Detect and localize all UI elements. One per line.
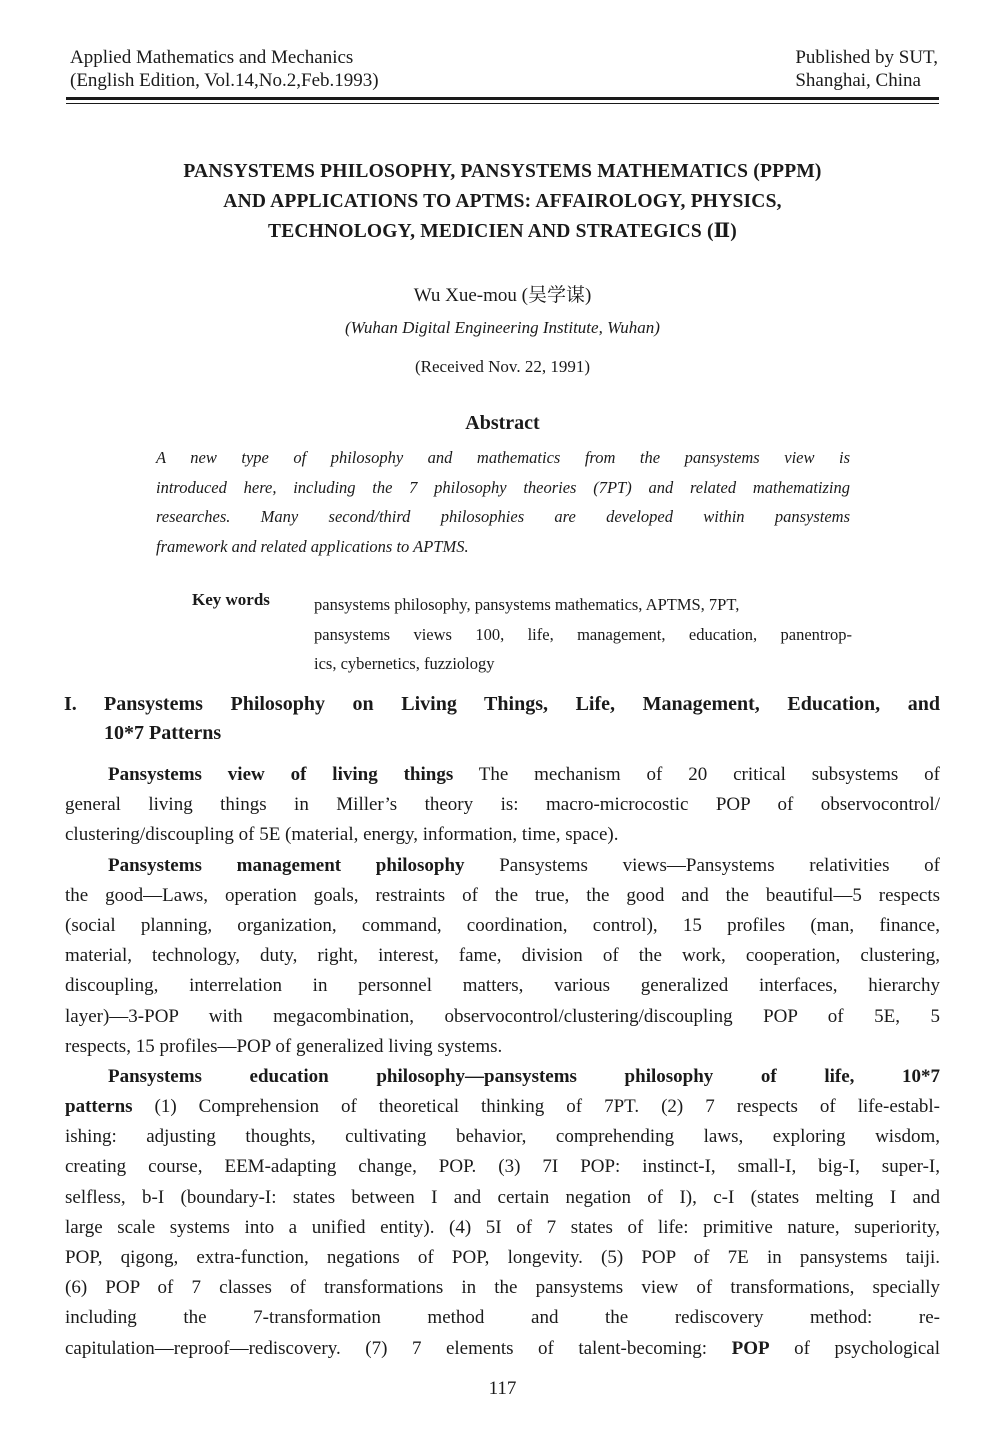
section-title — [104, 690, 940, 748]
publisher-location: Shanghai, China — [795, 70, 921, 91]
author-name: Wu Xue-mou (吴学谋) — [413, 285, 592, 306]
keywords-line: pansystems views 100, life, management, education, panentrop- — [314, 624, 852, 644]
body-text — [65, 760, 940, 1364]
run-in-heading: Pansystems management philosophy — [108, 854, 465, 876]
publisher-name: Published by SUT, — [795, 47, 938, 68]
body-line: including the 7-transformation method and the rediscovery method: re- — [65, 1307, 940, 1329]
body-line: capitulation—reproof—rediscovery. (7) 7 elements of talent-becoming: POP of psychological — [65, 1337, 941, 1359]
body-line: the good—Laws, operation goals, restraints of the true, the good and the beautiful—5 respects — [65, 884, 940, 906]
body-line: material, technology, duty, right, interest, fame, division of the work, cooperation, clustering, — [65, 945, 940, 967]
section-number: I. — [64, 693, 77, 715]
keywords-label: Key words — [192, 590, 270, 609]
section-title-line: 10*7 Patterns — [104, 722, 222, 744]
body-line: patterns (1) Comprehension of theoretical thinking of 7PT. (2) 7 respects of life-establ- — [65, 1096, 940, 1118]
publisher-info — [795, 46, 938, 92]
journal-name: Applied Mathematics and Mechanics — [70, 47, 354, 68]
keywords-list — [314, 590, 852, 679]
body-line: clustering/discoupling of 5E (material, energy, information, time, space). — [65, 824, 619, 846]
body-line: general living things in Miller’s theory is: macro-microcostic POP of observocontrol/ — [65, 794, 940, 816]
section-title-line: Pansystems Philosophy on Living Things, Life, Management, Education, and — [104, 693, 940, 715]
body-line: (social planning, organization, command, coordination, control), 15 profiles (man, finance, — [65, 914, 940, 936]
title-line: TECHNOLOGY, MEDICIEN AND STRATEGICS (Ⅱ) — [267, 221, 738, 242]
run-in-heading: patterns — [65, 1096, 133, 1118]
paper-title — [66, 157, 939, 247]
abstract-body — [156, 443, 850, 561]
abstract-line: A new type of philosophy and mathematics from the pansystems view is — [156, 448, 850, 467]
body-line: large scale systems into a unified entity). (4) 5I of 7 states of life: primitive nature, superiority, — [65, 1216, 940, 1238]
header-rule-thick — [66, 97, 939, 100]
body-line: creating course, EEM-adapting change, POP. (3) 7I POP: instinct-I, small-I, big-I, super-I, — [65, 1156, 940, 1178]
run-in-heading: Pansystems education philosophy—pansystems philosophy of life, 10*7 — [108, 1065, 940, 1087]
page-number: 117 — [488, 1378, 517, 1399]
body-line: POP, qigong, extra-function, negations of POP, longevity. (5) POP of 7E in pansystems taiji. — [65, 1247, 940, 1268]
header-rule-thin — [66, 103, 939, 104]
received-date: (Received Nov. 22, 1991) — [415, 357, 590, 376]
body-line: Pansystems view of living things The mechanism of 20 critical subsystems of — [108, 764, 940, 785]
body-line: ishing: adjusting thoughts, cultivating behavior, comprehending laws, exploring wisdom, — [65, 1126, 940, 1148]
abstract-line: researches. Many second/third philosophies are developed within pansystems — [156, 507, 850, 526]
run-in-heading: Pansystems view of living things — [108, 764, 454, 785]
title-line: PANSYSTEMS PHILOSOPHY, PANSYSTEMS MATHEMATICS (PPPM) — [183, 161, 822, 182]
title-line: AND APPLICATIONS TO APTMS: AFFAIROLOGY, PHYSICS, — [223, 191, 782, 212]
keywords-line: pansystems philosophy, pansystems mathematics, APTMS, 7PT, — [314, 595, 740, 614]
journal-info — [70, 46, 379, 92]
body-line: selfless, b-I (boundary-I: states between I and certain negation of I), c-I (states melting I and — [65, 1186, 940, 1208]
body-line: respects, 15 profiles—POP of generalized living systems. — [65, 1035, 503, 1057]
body-line: Pansystems management philosophy Pansystems views—Pansystems relativities of — [108, 854, 940, 876]
abstract-heading: Abstract — [465, 412, 540, 434]
body-line: discoupling, interrelation in personnel matters, various generalized interfaces, hierarchy — [65, 975, 940, 997]
journal-edition: (English Edition, Vol.14,No.2,Feb.1993) — [70, 70, 379, 91]
abstract-line: introduced here, including the 7 philosophy theories (7PT) and related mathematizing — [156, 477, 850, 497]
keywords-line: ics, cybernetics, fuzziology — [314, 654, 495, 673]
body-line: layer)—3-POP with megacombination, observocontrol/clustering/discoupling POP of 5E, 5 — [65, 1005, 940, 1027]
abstract-line: framework and related applications to APTMS. — [156, 536, 469, 556]
body-line: (6) POP of 7 classes of transformations in the pansystems view of transformations, specially — [65, 1277, 940, 1299]
author-affiliation: (Wuhan Digital Engineering Institute, Wuhan) — [345, 318, 660, 337]
